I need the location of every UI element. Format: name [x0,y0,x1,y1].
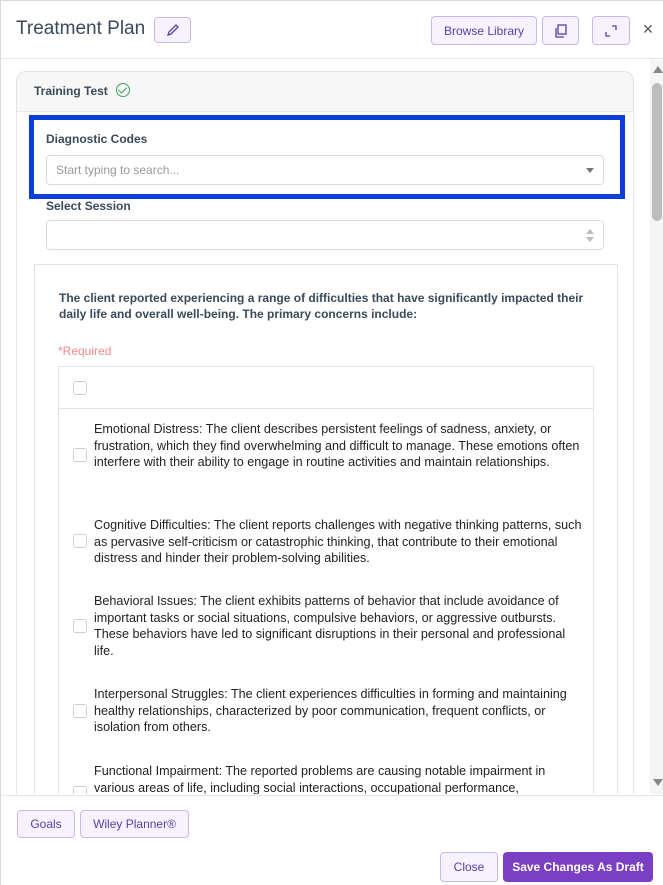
table-header [59,367,593,409]
option-checkbox[interactable] [73,704,87,718]
check-circle-icon [116,83,130,97]
copy-icon [554,24,568,38]
diagnostic-codes-label: Diagnostic Codes [46,132,148,146]
question-prompt: The client reported experiencing a range of difficulties that have significantly impacted their daily life and overall well-being. The primary concerns include: [59,291,584,321]
option-checkbox[interactable] [73,619,87,633]
modal-header [1,1,663,59]
option-checkbox[interactable] [73,448,87,462]
scroll-up-icon[interactable] [653,66,663,73]
modal-footer [1,844,663,885]
copy-button[interactable] [542,16,579,45]
goals-button[interactable]: Goals [17,810,75,838]
option-label: Behavioral Issues: The client exhibits patterns of behavior that include avoidance of important tasks or social situations, compulsive behaviors, or aggressive outbursts. These behaviors have led to significant disruptions in their personal and professional life. [94,594,566,658]
card-header[interactable] [17,72,634,112]
select-session-dropdown[interactable] [46,220,604,250]
sort-arrows-icon [586,229,594,243]
option-checkbox[interactable] [73,786,87,794]
scroll-down-icon[interactable] [653,779,663,786]
question-panel [34,264,618,794]
wiley-planner-button[interactable]: Wiley Planner® [80,810,189,838]
option-checkbox[interactable] [73,534,87,548]
options-table [58,366,594,794]
option-label: Cognitive Difficulties: The client reports challenges with negative thinking patterns, such as pervasive self-criticism or catastrophic thinking, that contribute to their emotional distress and hinder their problem-solving abilities. [94,518,582,565]
required-label: *Required [58,344,112,358]
scrollbar-thumb[interactable] [652,83,662,221]
expand-button[interactable] [592,16,630,45]
option-label: Functional Impairment: The reported problems are causing notable impairment in various areas of life, including social interactions, occupational performance, [94,764,546,794]
edit-title-button[interactable] [154,17,191,43]
browse-library-button[interactable]: Browse Library [431,16,537,45]
card-title: Training Test [34,84,108,98]
option-label: Emotional Distress: The client describes persistent feelings of sadness, anxiety, or frustration, which they find overwhelming and difficult to manage. These emotions often interfere with their ability to engage in routine activities and maintain relationships. [94,422,580,469]
save-draft-button[interactable]: Save Changes As Draft [503,852,653,882]
select-all-checkbox[interactable] [73,381,87,395]
close-button[interactable]: Close [440,852,498,882]
option-label: Interpersonal Struggles: The client experiences difficulties in forming and maintaining healthy relationships, characterized by poor communication, frequent conflicts, or isolation from others. [94,687,567,734]
plan-card [16,71,634,794]
close-icon[interactable]: × [642,19,654,39]
page-title: Treatment Plan [16,18,146,39]
diagnostic-codes-input[interactable] [46,155,604,185]
chevron-down-icon [586,168,594,173]
modal-body [1,60,663,794]
vertical-scrollbar[interactable] [650,60,663,794]
expand-icon [605,25,617,37]
footer-tabs [1,795,663,844]
diagnostic-codes-placeholder: Start typing to search... [56,163,180,177]
pencil-icon [166,23,180,37]
select-session-label: Select Session [46,199,131,213]
